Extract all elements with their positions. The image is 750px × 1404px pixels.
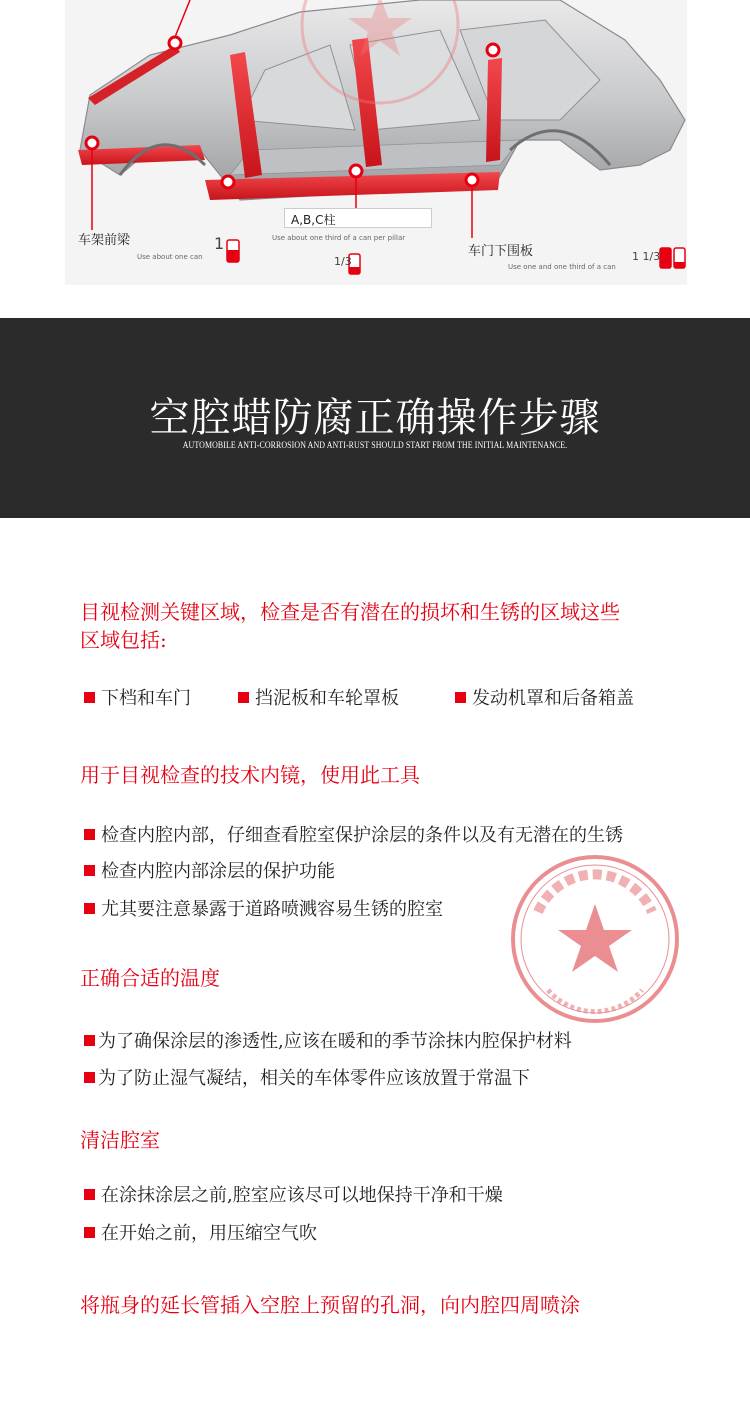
bullet-square-icon — [84, 1189, 95, 1200]
title-banner — [0, 318, 750, 518]
list-item — [84, 1222, 317, 1246]
frame-front-beam-sub: Use about one can — [137, 253, 203, 261]
list-item-text: 在涂抹涂层之前,腔室应该尽可以地保持干净和干燥 — [101, 1185, 503, 1206]
spray-can-icon — [227, 240, 239, 262]
bullet-square-icon — [84, 865, 95, 876]
door-sill-label: 车门下围板 — [468, 244, 534, 259]
list-item-text: 在开始之前，用压缩空气吹 — [101, 1223, 317, 1244]
door-sill-sub: Use one and one third of a can — [508, 263, 616, 271]
list-item — [84, 860, 335, 884]
section-temperature-heading: 正确合适的温度 — [80, 966, 220, 990]
list-item — [84, 824, 623, 848]
list-item — [84, 687, 191, 711]
bullet-square-icon — [84, 1072, 95, 1083]
pillars-label: A,B,C柱 — [284, 208, 432, 228]
qty-one: 1 — [214, 234, 225, 253]
list-item-text: 为了防止湿气凝结，相关的车体零件应该放置于常温下 — [98, 1068, 530, 1089]
page-subtitle: AUTOMOBILE ANTI-CORROSION AND ANTI-RUST SHOULD START FROM THE INITIAL MAINTENANCE. — [182, 440, 568, 450]
bullet-square-icon — [84, 692, 95, 703]
bullet-square-icon — [84, 903, 95, 914]
list-item-text: 挡泥板和车轮罩板 — [255, 688, 399, 709]
bullet-square-icon — [84, 829, 95, 840]
list-item-text: 为了确保涂层的渗透性,应该在暖和的季节涂抹内腔保护材料 — [98, 1031, 572, 1052]
list-item — [84, 1184, 503, 1208]
copyright-seal-stamp — [508, 852, 682, 1026]
list-item — [84, 1067, 530, 1091]
section-visual-inspection-heading — [80, 598, 620, 654]
bullet-square-icon — [84, 1035, 95, 1046]
section-spray-heading: 将瓶身的延长管插入空腔上预留的孔洞，向内腔四周喷涂 — [80, 1293, 580, 1317]
bullet-square-icon — [84, 1227, 95, 1238]
car-body-drawing — [0, 0, 750, 318]
list-item — [84, 1030, 572, 1054]
heading-line: 区域包括: — [80, 628, 167, 652]
list-item-text: 尤其要注意暴露于道路喷溅容易生锈的腔室 — [101, 899, 443, 920]
qty-third: 1/3 — [334, 255, 352, 268]
list-item — [455, 687, 634, 711]
pillars-sub: Use about one third of a can per pillar — [272, 234, 406, 242]
section-clean-chamber-heading: 清洁腔室 — [80, 1128, 160, 1152]
list-item-text: 下档和车门 — [101, 688, 191, 709]
list-item-text: 检查内腔内部，仔细查看腔室保护涂层的条件以及有无潜在的生锈 — [101, 825, 623, 846]
section-endoscope-heading: 用于目视检查的技术内镜，使用此工具 — [80, 763, 420, 787]
list-item-text: 检查内腔内部涂层的保护功能 — [101, 861, 335, 882]
page-title: 空腔蜡防腐正确操作步骤 — [149, 395, 601, 441]
list-item — [84, 898, 443, 922]
list-item — [238, 687, 399, 711]
qty-one-third: 1 1/3 — [632, 250, 661, 263]
bullet-square-icon — [455, 692, 466, 703]
car-body-illustration — [0, 0, 750, 318]
heading-line: 目视检测关键区域，检查是否有潜在的损坏和生锈的区域这些 — [80, 600, 620, 624]
list-item-text: 发动机罩和后备箱盖 — [472, 688, 634, 709]
bullet-square-icon — [238, 692, 249, 703]
frame-front-beam-label: 车架前梁 — [78, 233, 131, 248]
